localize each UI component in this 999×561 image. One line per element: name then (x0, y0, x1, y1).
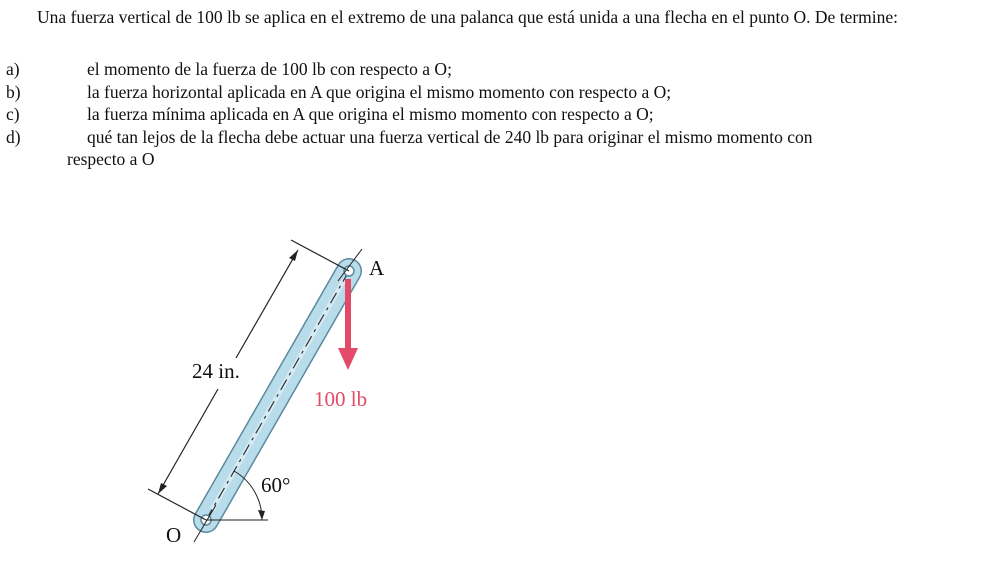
label-o: O (166, 523, 182, 547)
dimension-arrow-bottom (158, 483, 167, 494)
force-arrow-head (338, 348, 358, 370)
question-d-continuation: respecto a O (67, 149, 155, 169)
angle-arrow (258, 510, 265, 520)
question-c-text: la fuerza mínima aplicada en A que origina el mismo momento con respecto a O; (87, 104, 654, 124)
label-a: A (369, 256, 385, 280)
question-b-text: la fuerza horizontal aplicada en A que origina el mismo momento con respecto a O; (87, 81, 672, 102)
label-length: 24 in. (192, 359, 240, 383)
dimension-line (148, 240, 349, 520)
question-a-text: el momento de la fuerza de 100 lb con respecto a O; (87, 59, 452, 79)
label-angle: 60° (261, 473, 291, 497)
question-a-letter: a) (6, 59, 20, 79)
label-force: 100 lb (314, 387, 368, 411)
problem-intro: Una fuerza vertical de 100 lb se aplica en el extremo de una palanca que está unida a una flecha en el punto O. De termine: (37, 7, 899, 27)
question-d-text: qué tan lejos de la flecha debe actuar una fuerza vertical de 240 lb para originar el mismo momento con (87, 126, 813, 147)
question-d-letter: d) (6, 126, 21, 147)
dimension-arrow-top (289, 250, 298, 261)
question-c-letter: c) (6, 104, 20, 124)
question-b-letter: b) (6, 81, 21, 102)
